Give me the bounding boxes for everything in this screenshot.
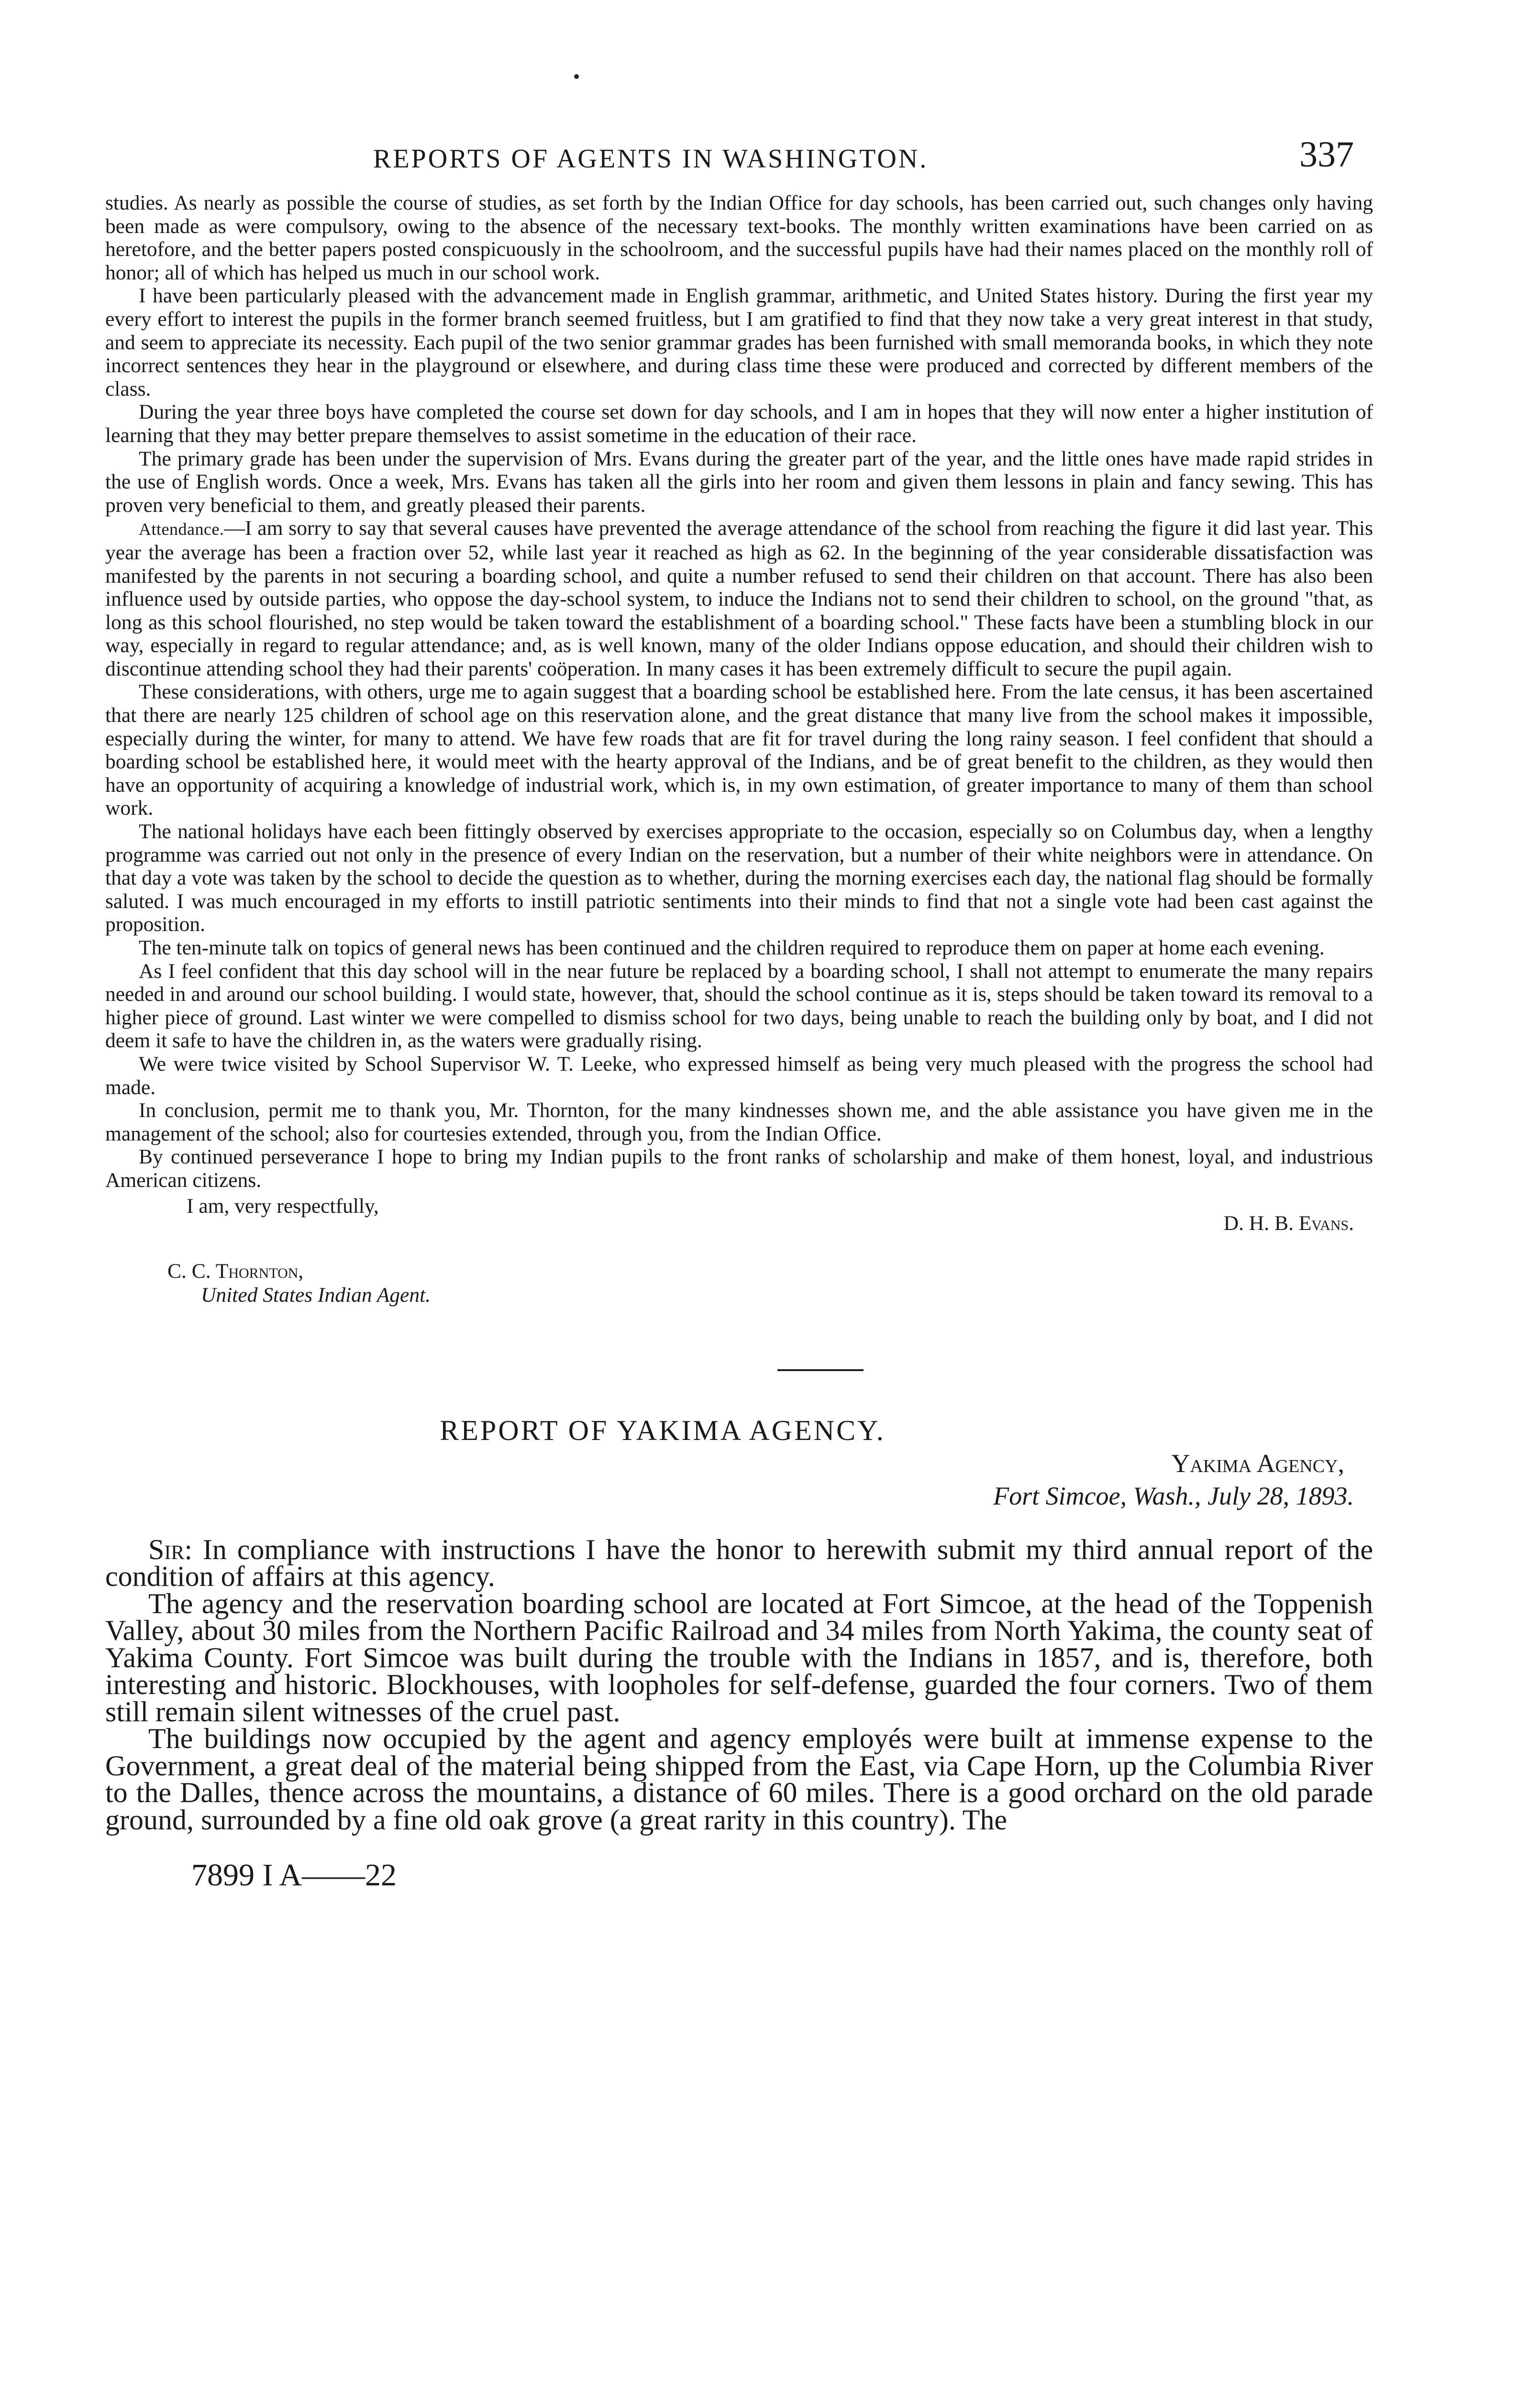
document-page xyxy=(105,72,1373,1894)
addressee-block xyxy=(105,1259,1373,1307)
running-head xyxy=(105,134,1373,191)
paragraph-salutation: Sir: In compliance with instructions I have the honor to herewith submit my third annual report of the condition of affairs at this agency. xyxy=(105,1533,1373,1593)
paragraph: By continued perseverance I hope to bring my Indian pupils to the front ranks of scholarship and make of them honest, loyal, and industrious American citizens. xyxy=(105,1145,1373,1192)
paragraph: During the year three boys have completed the course set down for day schools, and I am in hopes that they will now enter a higher institution of learning that they may better prepare themselves to assist sometime in the education of their race. xyxy=(105,400,1373,447)
paragraph: I have been particularly pleased with the advancement made in English grammar, arithmetic, and United States history. During the first year my every effort to interest the pupils in the former branch seemed fruitless, but I am gratified to find that they now take a very great interest in that study, and seem to appreciate its necessity. Each pupil of the two senior grammar grades has been furnished with small memoranda books, in which they note incorrect sentences they hear in the playground or elsewhere, and during class time these were produced and corrected by different members of the class. xyxy=(105,284,1373,400)
addressee-title: United States Indian Agent. xyxy=(201,1283,431,1307)
page-number: 337 xyxy=(1299,134,1354,175)
report-title: REPORT OF YAKIMA AGENCY. xyxy=(440,1414,886,1446)
paragraph-attendance: Attendance.—I am sorry to say that several causes have prevented the average attendance of the school from reaching the figure it did last year. This year the average has been a fraction over 52, while last year it reached as high as 62. In the beginning of the year considerable dissatisfaction was manifested by the parents in not securing a boarding school, and quite a number refused to send their children on that account. There has also been influence used by outside parties, who oppose the day-school system, to induce the Indians not to send their children to school, on the ground "that, as long as this school flourished, no step would be taken toward the establishment of a boarding school." These facts have been a stumbling block in our way, especially in regard to regular attendance; and, as is well known, many of the older Indians oppose education, and should their children wish to discontinue attending school they had their parents' coöperation. In many cases it has been extremely difficult to secure the pupil again. xyxy=(105,517,1373,680)
salutation: Sir xyxy=(148,1533,185,1565)
paragraph: The buildings now occupied by the agent and agency employés were built at immense expense to the Government, a great deal of the material being shipped from the East, via Cape Horn, up the Columbia River to the Dalles, thence across the mountains, a distance of 60 miles. There is a good orchard on the old parade ground, surrounded by a fine old oak grove (a great rarity in this country). The xyxy=(105,1723,1373,1836)
section-divider xyxy=(777,1369,864,1371)
signature-mark: 7899 I A——22 xyxy=(191,1858,397,1893)
dateline xyxy=(105,1447,1373,1512)
paragraph: The agency and the reservation boarding school are located at Fort Simcoe, at the head of the Toppenish Valley, about 30 miles from the Northern Pacific Railroad and 34 miles from North Yakima, the county seat of Yakima County. Fort Simcoe was built during the trouble with the Indians in 1857, and is, therefore, both interesting and historic. Blockhouses, with loopholes for self-defense, guarded the four corners. Two of them still remain silent witnesses of the cruel past. xyxy=(105,1587,1373,1728)
running-head-title: REPORTS OF AGENTS IN WASHINGTON. xyxy=(373,144,929,174)
paragraph: We were twice visited by School Supervisor W. T. Leeke, who expressed himself as being very much pleased with the progress the school had made. xyxy=(105,1052,1373,1099)
paragraph: These considerations, with others, urge me to again suggest that a boarding school be established here. From the late census, it has been ascertained that there are nearly 125 children of school age on this reservation alone, and the great distance that many live from the school makes it impossible, especially during the winter, for many to attend. We have few roads that are fit for travel during the long rainy season. I feel confident that should a boarding school be established here, it would meet with the hearty approval of the Indians, and be of great benefit to the children, as they would then have an opportunity of acquiring a knowledge of industrial work, which is, in my own estimation, of greater importance to many of them than school work. xyxy=(105,680,1373,820)
paragraph: The primary grade has been under the supervision of Mrs. Evans during the greater part of the year, and the little ones have made rapid strides in the use of English words. Once a week, Mrs. Evans has taken all the girls into her room and given them lessons in plain and fancy sewing. This has proven very beneficial to them, and greatly pleased their parents. xyxy=(105,447,1373,517)
closing-phrase: I am, very respectfully, xyxy=(187,1194,379,1218)
signature: D. H. B. Evans. xyxy=(1223,1211,1354,1235)
paragraph: As I feel confident that this day school will in the near future be replaced by a boarding school, I shall not attempt to enumerate the many repairs needed in and around our school building. I would state, however, that, should the school continue as it is, steps should be taken toward its removal to a higher piece of ground. Last winter we were compelled to dismiss school for two days, being unable to reach the building only by boat, and I did not deem it safe to have the children in, as the waters were gradually rising. xyxy=(105,959,1373,1052)
yakima-report-body xyxy=(105,1533,1373,1836)
paragraph: The ten-minute talk on topics of general news has been continued and the children required to reproduce them on paper at home each evening. xyxy=(139,936,1325,959)
paragraph: In conclusion, permit me to thank you, Mr. Thornton, for the many kindnesses shown me, and the able assistance you have given me in the management of the school; also for courtesies extended, through you, from the Indian Office. xyxy=(105,1099,1373,1145)
paragraph: The national holidays have each been fittingly observed by exercises appropriate to the occasion, especially so on Columbus day, when a lengthy programme was carried out not only in the presence of every Indian on the reservation, but a number of their white neighbors were in attendance. On that day a vote was taken by the school to decide the question as to whether, during the morning exercises each day, the national flag should be formally saluted. I was much encouraged in my efforts to instill patriotic sentiments into their minds to find that not a single vote had been cast against the proposition. xyxy=(105,820,1373,936)
addressee-name: C. C. Thornton, xyxy=(167,1259,304,1283)
evans-report-body xyxy=(105,191,1373,1192)
paragraph: studies. As nearly as possible the course of studies, as set forth by the Indian Office for day schools, has been carried out, such changes only having been made as were compulsory, owing to the absence of the necessary text-books. The monthly written examinations have been carried on as heretofore, and the better papers posted conspicuously in the schoolroom, and the successful pupils have had their names placed on the monthly roll of honor; all of which has helped us much in our school work. xyxy=(105,191,1373,284)
dateline-agency: Yakima Agency, xyxy=(1171,1449,1344,1478)
letter-closing xyxy=(105,1192,1373,1240)
runin-heading: Attendance. xyxy=(139,520,224,539)
dateline-place-date: Fort Simcoe, Wash., July 28, 1893. xyxy=(993,1481,1354,1510)
